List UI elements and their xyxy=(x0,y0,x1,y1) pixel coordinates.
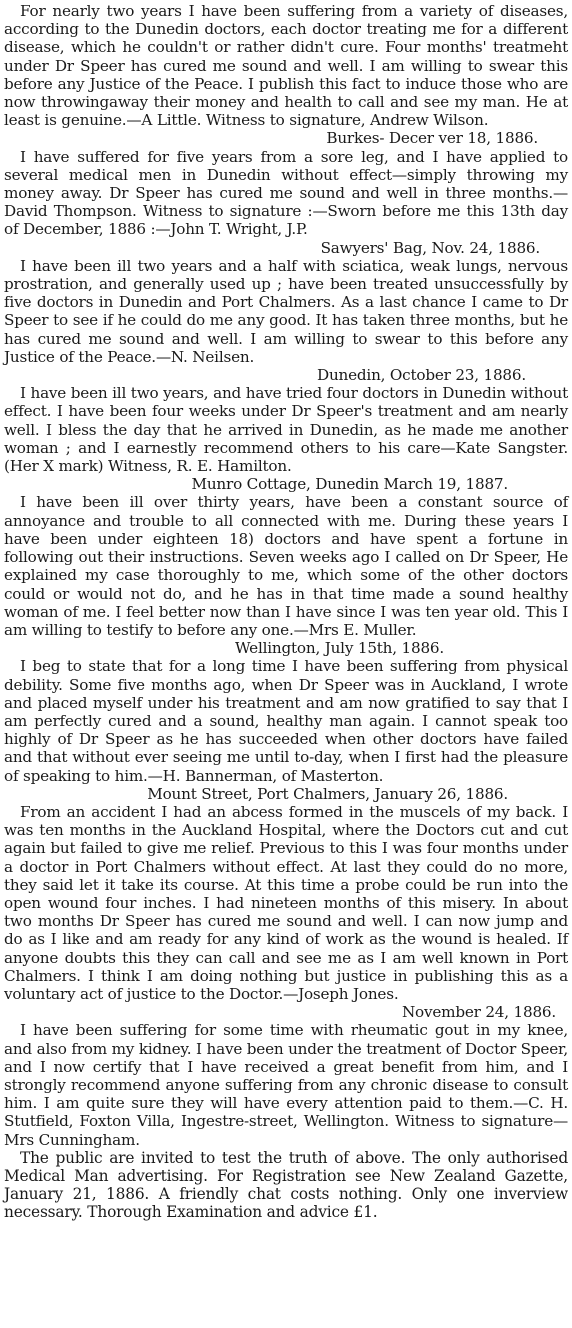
testimonial-heading: Munro Cottage, Dunedin March 19, 1887. xyxy=(191,475,508,494)
testimonial-heading: Sawyers' Bag, Nov. 24, 1886. xyxy=(320,238,540,257)
testimonial-heading: Dunedin, October 23, 1886. xyxy=(316,366,526,385)
testimonial-body: I have been ill two years, and have tried four doctors in Dunedin without effect. I have been four weeks under Dr Speer's treatment and am nearly well. I bless the day that he arrived in Dunedin, as he made me another woman ; and I earnestly recommend others to his care—Kate Sangster. (Her X mark) Witness, R. E. Hamilton. xyxy=(4,384,568,476)
testimonial-body: I beg to state that for a long time I have been suffering from physical debility. Some five months ago, when Dr Speer was in Auckland, I wrote and placed myself under his treatment and am now gratified to say that I am perfectly cured and a sound, healthy man again. I cannot speak too highly of Dr Speer as he has succeeded when other doctors have failed and that without ever seeing me until to-day, when I first had the pleasure of speaking to him.—H. Bannerman, of Masterton. xyxy=(4,657,568,785)
testimonial-heading: Wellington, July 15th, 1886. xyxy=(235,639,444,658)
closing-notice: The public are invited to test the truth of above. The only authorised Medical Man advertising. For Registration see New Zealand Gazette, January 21, 1886. A friendly chat costs nothing. Only one inverview necessary. Thorough Examination and advice £1. xyxy=(4,1148,568,1222)
testimonial-body: For nearly two years I have been suffering from a variety of diseases, according to the Dunedin doctors, each doctor treating me for a different disease, which he couldn't or rather didn't cure. Four months' treatmeht under Dr Speer has cured me sound and well. I am willing to swear this before any Justice of the Peace. I publish this fact to induce those who are now throwingaway their money and health to call and see my man. He at least is genuine.—A Little. Witness to signature, Andrew Wilson. xyxy=(4,2,568,130)
testimonial-body: I have been ill two years and a half with sciatica, weak lungs, nervous prostration, and generally used up ; have been treated unsuccessfully by five doctors in Dunedin and Port Chalmers. As a last chance I came to Dr Speer to see if he could do me any good. It has taken three months, but he has cured me sound and well. I am willing to swear to this before any Justice of the Peace.—N. Neilsen. xyxy=(4,256,568,366)
testimonial-body: I have been ill over thirty years, have been a constant source of annoyance and trouble to all connected with me. During these years I have been under eighteen 18) doctors and have spent a fortune in following out their instructions. Seven weeks ago I called on Dr Speer, He explained my case thoroughly to me, which some of the other doctors could or would not do, and he has in that time made a sound healthy woman of me. I feel better now than I have since I was ten year old. This I am willing to testify to before any one.—Mrs E. Muller. xyxy=(4,493,568,639)
testimonial-body: From an accident I had an abcess formed in the muscels of my back. I was ten months in the Auckland Hospital, where the Doctors cut and cut again but failed to give me relief. Previous to this I was four months under a doctor in Port Chalmers without effect. At last they could do no more, they said let it take its course. At this time a probe could be run into the open wound four inches. I had nineteen months of this misery. In about two months Dr Speer has cured me sound and well. I can now jump and do as I like and am ready for any kind of work as the wound is healed. If anyone doubts this they can call and see me as I am well known in Port Chalmers. I think I am doing nothing but justice in publishing this as a voluntary act of justice to the Doctor.—Joseph Jones. xyxy=(4,802,568,1003)
testimonial-body: I have been suffering for some time with rheumatic gout in my knee, and also from my kidney. I have been under the treatment of Doctor Speer, and I now certify that I have received a great benefit from him, and I strongly recommend anyone suffering from any chronic disease to consult him. I am quite sure they will have every attention paid to them.—C. H. Stutfield, Foxton Villa, Ingestre-street, Wellington. Witness to signature—Mrs Cunningham. xyxy=(4,1021,568,1149)
testimonial-heading: November 24, 1886. xyxy=(401,1003,556,1022)
testimonial-body: I have suffered for five years from a sore leg, and I have applied to several medical men in Dunedin without effect—simply throwing my money away. Dr Speer has cured me sound and well in three months.—David Thompson. Witness to signature :—Sworn before me this 13th day of December, 1886 :—John T. Wright, J.P. xyxy=(4,147,568,239)
testimonial-heading: Mount Street, Port Chalmers, January 26, 1886. xyxy=(147,784,508,803)
testimonial-heading: Burkes- Decer ver 18, 1886. xyxy=(326,129,538,148)
